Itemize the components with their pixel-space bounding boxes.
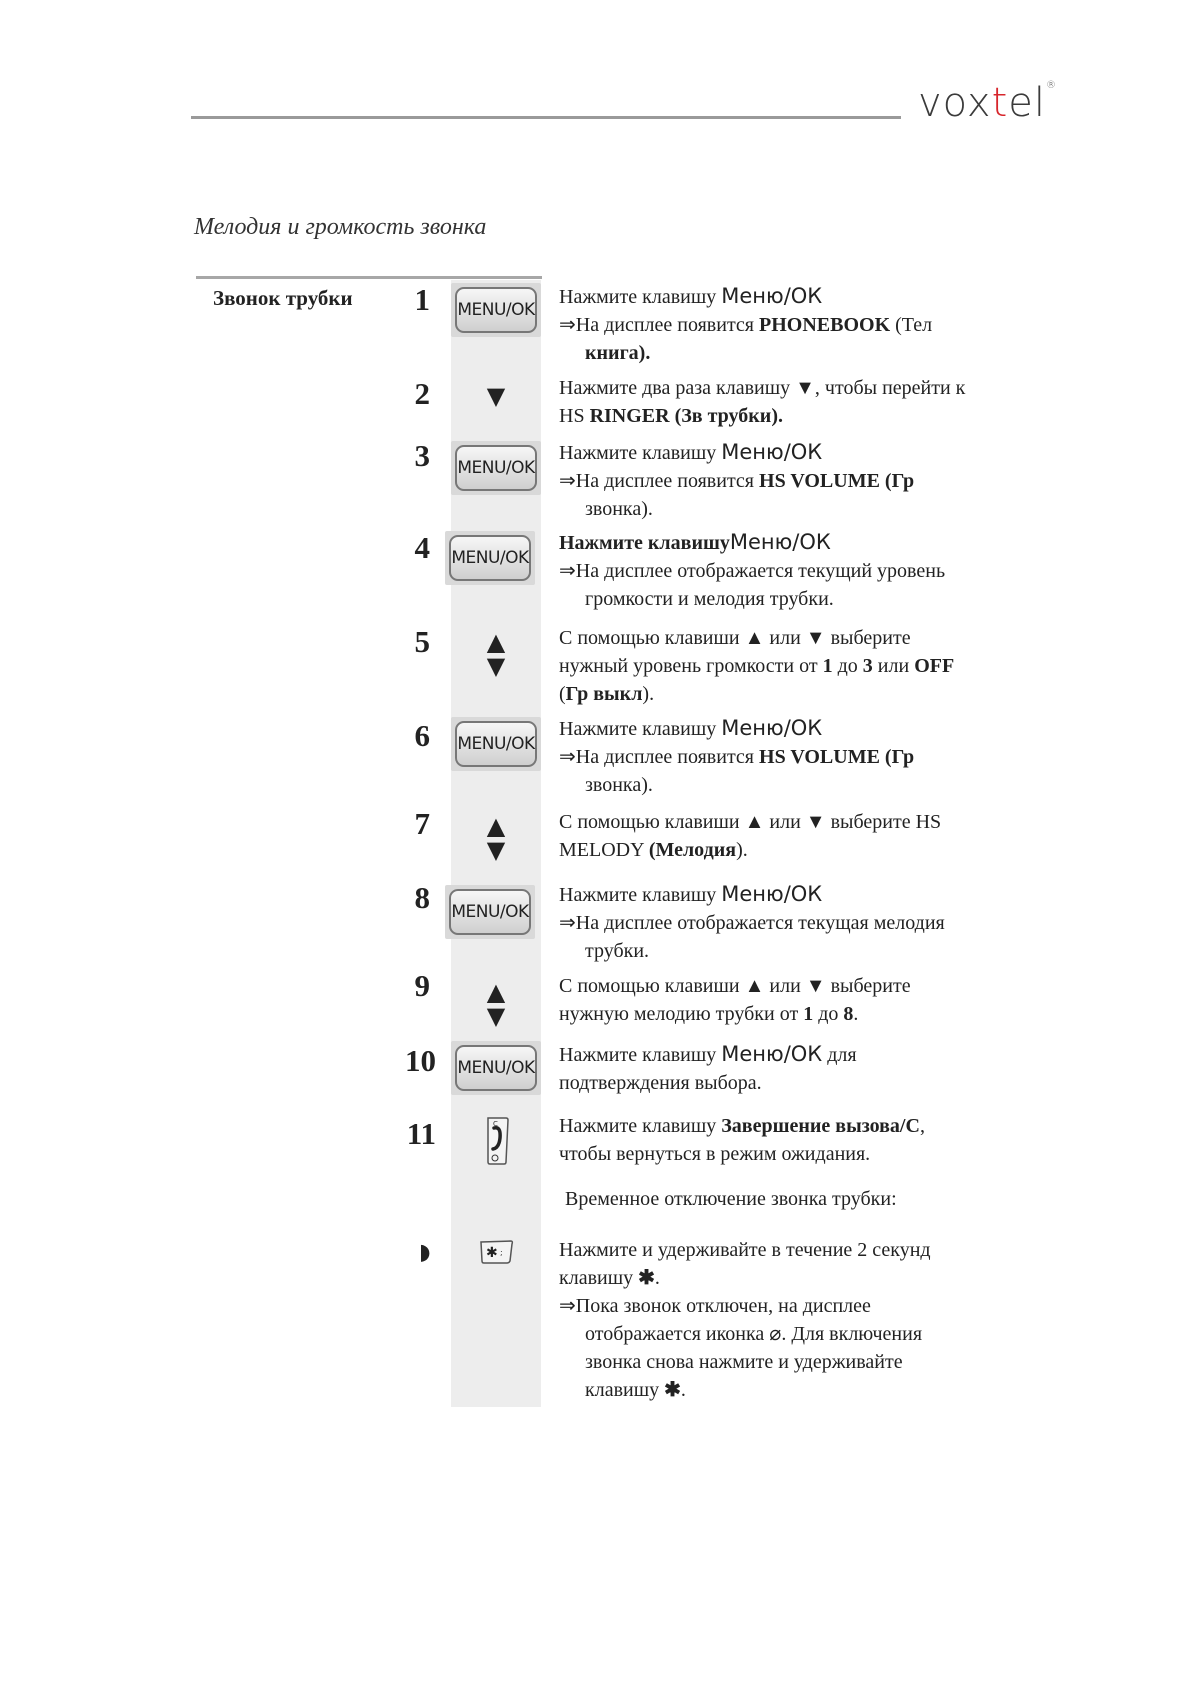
ring-off-icon: ⌀ (769, 1323, 782, 1345)
step-text: Нажмите клавишу Меню/ОК ⇒На дисплее появится HS VOLUME (Гр звонка). (559, 716, 915, 796)
step-number: 1 (414, 282, 430, 317)
arrow-up-down-icon: ▲ ▼ (486, 812, 506, 864)
subsection-title: Звонок трубки (213, 286, 353, 310)
step-text: С помощью клавиши ▲ или ▼ выберите нужный уровень громкости от 1 до 3 или OFF (Гр выкл). (559, 627, 955, 705)
menu-ok-key-icon: MENU/OK (451, 717, 541, 771)
svg-text:✱: ✱ (486, 1245, 498, 1261)
menu-ok-key-icon: MENU/OK (451, 441, 541, 495)
section-title: Мелодия и громкость звонка (194, 214, 487, 240)
menu-ok-key-icon: MENU/OK (445, 885, 535, 939)
step-text: Нажмите клавишу Завершение вызова/С, чтобы вернуться в режим ожидания. (559, 1115, 925, 1165)
menu-ok-key-icon: MENU/OK (451, 283, 541, 337)
svg-text:;: ; (500, 1248, 503, 1257)
step-text: С помощью клавиши ▲ или ▼ выберите HS MELODY (Мелодия). (559, 811, 942, 861)
svg-text:C: C (493, 1120, 498, 1128)
step-text: Нажмите клавишуМеню/ОК ⇒На дисплее отображается текущий уровень громкости и мелодия трубки. (559, 530, 946, 610)
menu-ok-key-icon: MENU/OK (451, 1041, 541, 1095)
arrow-up-down-icon: ▲ ▼ (486, 628, 506, 680)
menu-ok-key-icon: MENU/OK (445, 531, 535, 585)
step-number: 9 (414, 968, 430, 1003)
mute-text: Нажмите и удерживайте в течение 2 секунд клавишу ✱. ⇒Пока звонок отключен, на дисплее отображается иконка ⌀. Для включения звонка снова нажмите и удерживайте клавишу ✱. (559, 1239, 931, 1401)
step-number: 2 (414, 376, 430, 411)
step-number: 5 (414, 624, 430, 659)
step-text: Нажмите два раза клавишу ▼, чтобы перейти к HS RINGER (Зв трубки). (559, 377, 966, 427)
step-number: 7 (414, 806, 430, 841)
step-text: Нажмите клавишу Меню/ОК ⇒На дисплее появится PHONEBOOK (Тел книга). (559, 284, 933, 364)
step-number: 11 (406, 1116, 436, 1151)
step-text: С помощью клавиши ▲ или ▼ выберите нужную мелодию трубки от 1 до 8. (559, 975, 911, 1025)
header-rule (191, 116, 901, 119)
step-number: 4 (414, 530, 430, 565)
bullet-icon: ◗ (419, 1240, 431, 1265)
star-key-icon (478, 1238, 514, 1266)
step-number: 6 (414, 718, 430, 753)
arrow-down-icon: ▼ (486, 382, 506, 410)
arrow-up-down-icon: ▲ ▼ (486, 978, 506, 1030)
step-text: Нажмите клавишу Меню/ОК ⇒На дисплее появится HS VOLUME (Гр звонка). (559, 440, 915, 520)
step-text: Нажмите клавишу Меню/ОК для подтверждения выбора. (559, 1042, 857, 1094)
end-call-key-icon (484, 1116, 510, 1166)
step-text: Нажмите клавишу Меню/ОК ⇒На дисплее отображается текущая мелодия трубки. (559, 882, 945, 962)
step-number: 8 (414, 880, 430, 915)
subsection-rule (196, 276, 542, 279)
step-number: 10 (405, 1043, 436, 1078)
step-number: 3 (414, 438, 430, 473)
brand-logo: voxtel® (918, 80, 1058, 126)
mute-subheading: Временное отключение звонка трубки: (565, 1188, 897, 1210)
